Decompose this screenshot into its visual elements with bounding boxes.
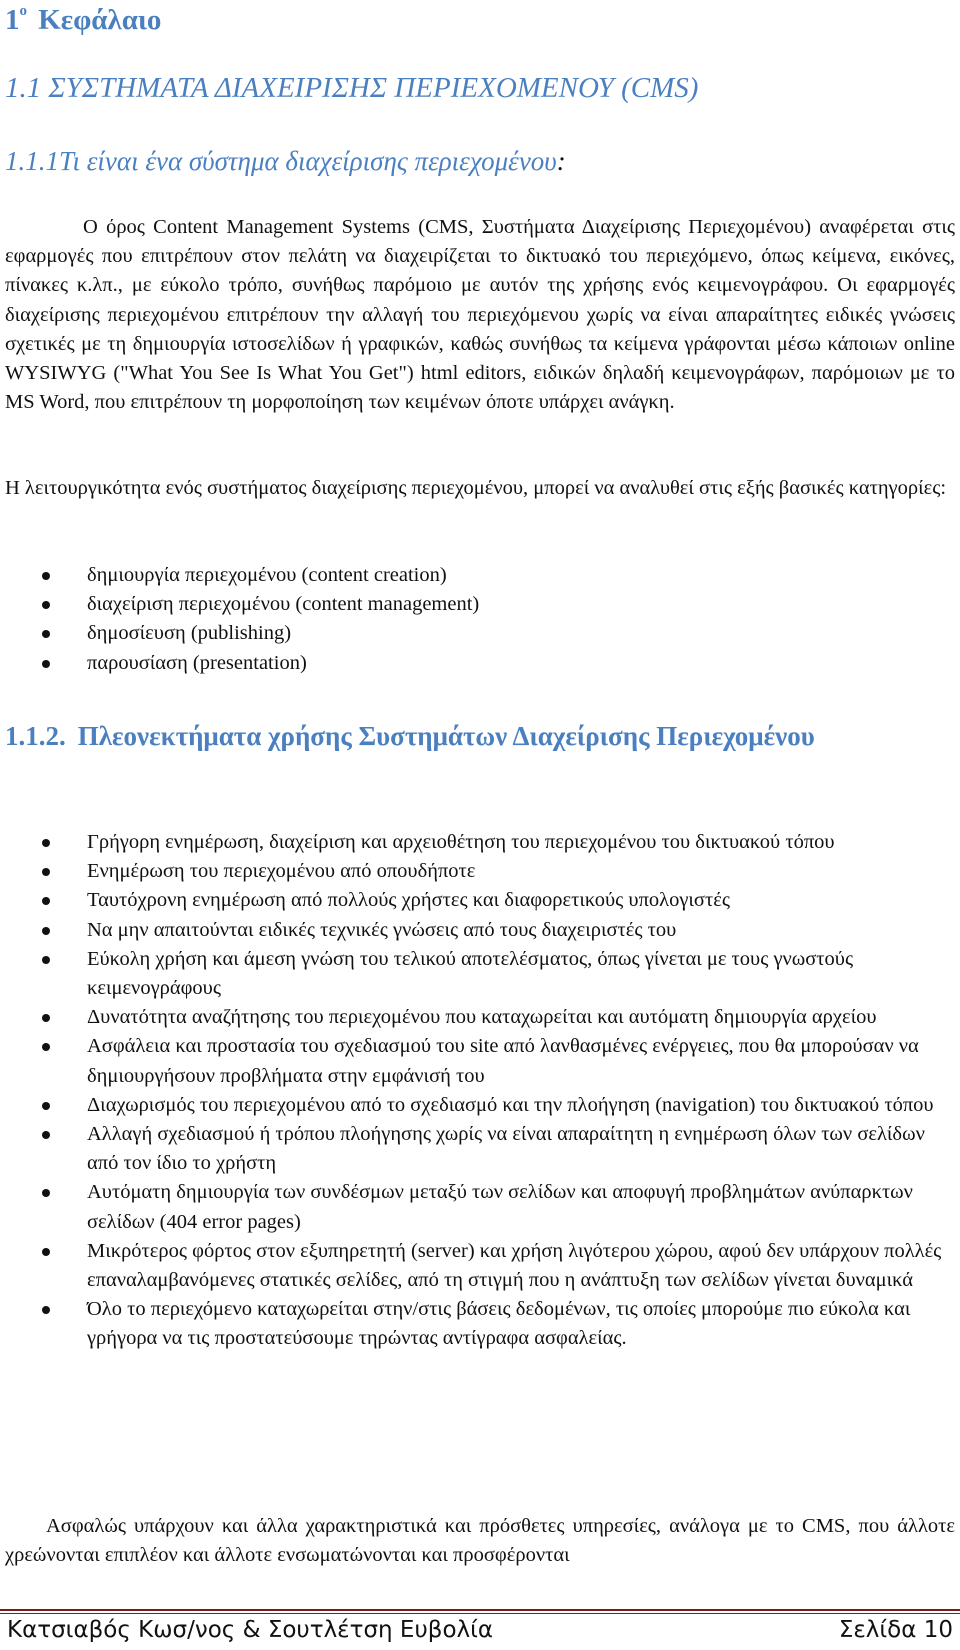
list-item [5, 945, 955, 1003]
bullet-icon [42, 897, 50, 905]
bullet-icon [42, 1189, 50, 1197]
chapter-title: Κεφάλαιο [38, 4, 162, 36]
list-item-text: Ταυτόχρονη ενημέρωση από πολλούς χρήστες και διαφορετικούς υπολογιστές [87, 889, 730, 912]
bullet-icon [42, 1248, 50, 1256]
bullet-icon [42, 1102, 50, 1110]
bullet-icon [42, 572, 50, 580]
chapter-superscript: ο [19, 3, 27, 19]
closing-paragraph: Ασφαλώς υπάρχουν και άλλα χαρακτηριστικά και πρόσθετες υπηρεσίες, ανάλογα με το CMS, που άλλοτε χρεώνονται επιπλέον και άλλοτε ενσωματώνονται και προσφέρονται [5, 1515, 955, 1567]
list-item-text: Αλλαγή σχεδιασμού ή τρόπου πλοήγησης χωρίς να είναι απαραίτητη η ενημέρωση όλων των σελίδων από τον ίδιο το χρήστη [87, 1123, 925, 1175]
list-item [5, 649, 955, 678]
footer-divider [0, 1609, 960, 1611]
list-item [5, 828, 955, 857]
list-item-text: Διαχωρισμός του περιεχομένου από το σχεδιασμό και την πλοήγηση (navigation) του δικτυακού τόπου [87, 1093, 934, 1116]
bullet-icon [42, 839, 50, 847]
advantages-heading [5, 718, 955, 754]
bullet-icon [42, 927, 50, 935]
footer-divider-thin [0, 1613, 960, 1614]
footer-authors: Κατσιαβός Κωσ/νος & Σουτλέτση Ευβολία [7, 1617, 494, 1643]
list-item [5, 916, 955, 945]
list-item-text: Να μην απαιτούνται ειδικές τεχνικές γνώσεις από τους διαχειριστές του [87, 918, 677, 941]
list-item [5, 619, 955, 648]
bullet-icon [42, 1014, 50, 1022]
list-item-text: Αυτόματη δημιουργία των συνδέσμων μεταξύ των σελίδων και αποφυγή προβλημάτων ανύπαρκτων σελίδων (404 error pages) [87, 1181, 913, 1233]
list-item [5, 857, 955, 886]
bullet-icon [42, 660, 50, 668]
advantages-list [5, 828, 955, 1354]
subsection-title [5, 146, 566, 177]
categories-list [5, 561, 955, 678]
list-item [5, 1003, 955, 1032]
list-item [5, 561, 955, 590]
list-item-text: Γρήγορη ενημέρωση, διαχείριση και αρχειοθέτηση του περιεχομένου του δικτυακού τόπου [87, 831, 835, 853]
list-item [5, 1120, 955, 1178]
list-item-text: διαχείριση περιεχομένου (content management) [87, 593, 480, 616]
list-item [5, 1178, 955, 1236]
bullet-icon [42, 1306, 50, 1314]
footer-page-number: Σελίδα 10 [838, 1617, 953, 1643]
list-item [5, 1032, 955, 1090]
advantages-heading-title: Πλεονεκτήματα χρήσης Συστημάτων Διαχείρισης Περιεχομένου [77, 721, 815, 751]
bullet-icon [42, 601, 50, 609]
list-item [5, 590, 955, 619]
intro-paragraph: Ο όρος Content Management Systems (CMS, Συστήματα Διαχείρισης Περιεχομένου) αναφέρεται στις εφαρμογές που επιτρέπουν στον πελάτη να διαχειρίζεται το δικτυακό του περιεχόμενο, όπως κείμενα, εικόνες, πίνακες κ.λπ., με εύκολο τρόπο, συνήθως παρόμοιο με αυτόν της χρήσης ενός κειμενογράφου. Οι εφαρμογές διαχείρισης περιεχομένου επιτρέπουν την αλλαγή του περιεχόμενου χωρίς να είναι απαραίτητες ειδικές γνώσεις σχετικές με τη δημιουργία ιστοσελίδων ή γραφικών, καθώς συνήθως τα κείμενα γράφονται μέσω κάποιων online WYSIWYG ("What You See Is What You Get") html editors, ειδικών δηλαδή κειμενογράφων, παρόμοιων με το MS Word, που επιτρέπουν τη μορφοποίηση των κειμένων όποτε υπάρχει ανάγκη. [5, 216, 955, 414]
list-item [5, 1237, 955, 1295]
list-item-text: Δυνατότητα αναζήτησης του περιεχομένου που καταχωρείται και αυτόματη δημιουργία αρχείου [87, 1006, 877, 1029]
bullet-icon [42, 868, 50, 876]
subsection-colon: : [556, 146, 566, 176]
section-title: 1.1 ΣΥΣΤΗΜΑΤΑ ΔΙΑΧΕΙΡΙΣΗΣ ΠΕΡΙΕΧΟΜΕΝΟΥ (CMS) [5, 72, 699, 104]
bullet-icon [42, 1131, 50, 1139]
list-item-text: παρουσίαση (presentation) [87, 651, 307, 674]
bullet-icon [42, 630, 50, 638]
list-item-text: Εύκολη χρήση και άμεση γνώση του τελικού αποτελέσματος, όπως γίνεται με τους γνωστούς κειμενογράφους [87, 947, 854, 1000]
list-item [5, 1295, 955, 1353]
functionality-paragraph: Η λειτουργικότητα ενός συστήματος διαχείρισης περιεχομένου, μπορεί να αναλυθεί στις εξής βασικές κατηγορίες: [5, 477, 947, 499]
list-item-text: Όλο το περιεχόμενο καταχωρείται στην/στις βάσεις δεδομένων, τις οποίες μπορούμε πιο εύκολα και γρήγορα να τις προστατεύσουμε τηρώντας αντίγραφα ασφαλείας. [87, 1298, 911, 1350]
list-item-text: Ενημέρωση του περιεχομένου από οπουδήποτε [87, 860, 476, 883]
bullet-icon [42, 1043, 50, 1051]
list-item-text: Μικρότερος φόρτος στον εξυπηρετητή (server) και χρήση λιγότερου χώρου, αφού δεν υπάρχουν πολλές επαναλαμβανόμενες στατικές σελίδες, από τη στιγμή που η ανάπτυξη των σελίδων γίνεται δυναμικά [87, 1239, 942, 1292]
chapter-number: 1 [5, 4, 20, 36]
list-item-text: δημιουργία περιεχομένου (content creation) [87, 564, 447, 586]
list-item [5, 1091, 955, 1120]
bullet-icon [42, 956, 50, 964]
advantages-heading-number: 1.1.2. [5, 721, 66, 751]
subsection-title-text: 1.1.1Τι είναι ένα σύστημα διαχείρισης περιεχομένου [5, 146, 557, 176]
chapter-heading [5, 3, 161, 37]
list-item-text: Ασφάλεια και προστασία του σχεδιασμού του site από λανθασμένες ενέργειες, που θα μπορούσαν να δημιουργήσουν προβλήματα στην εμφάνισή του [87, 1035, 919, 1087]
list-item-text: δημοσίευση (publishing) [87, 622, 292, 645]
list-item [5, 886, 955, 915]
